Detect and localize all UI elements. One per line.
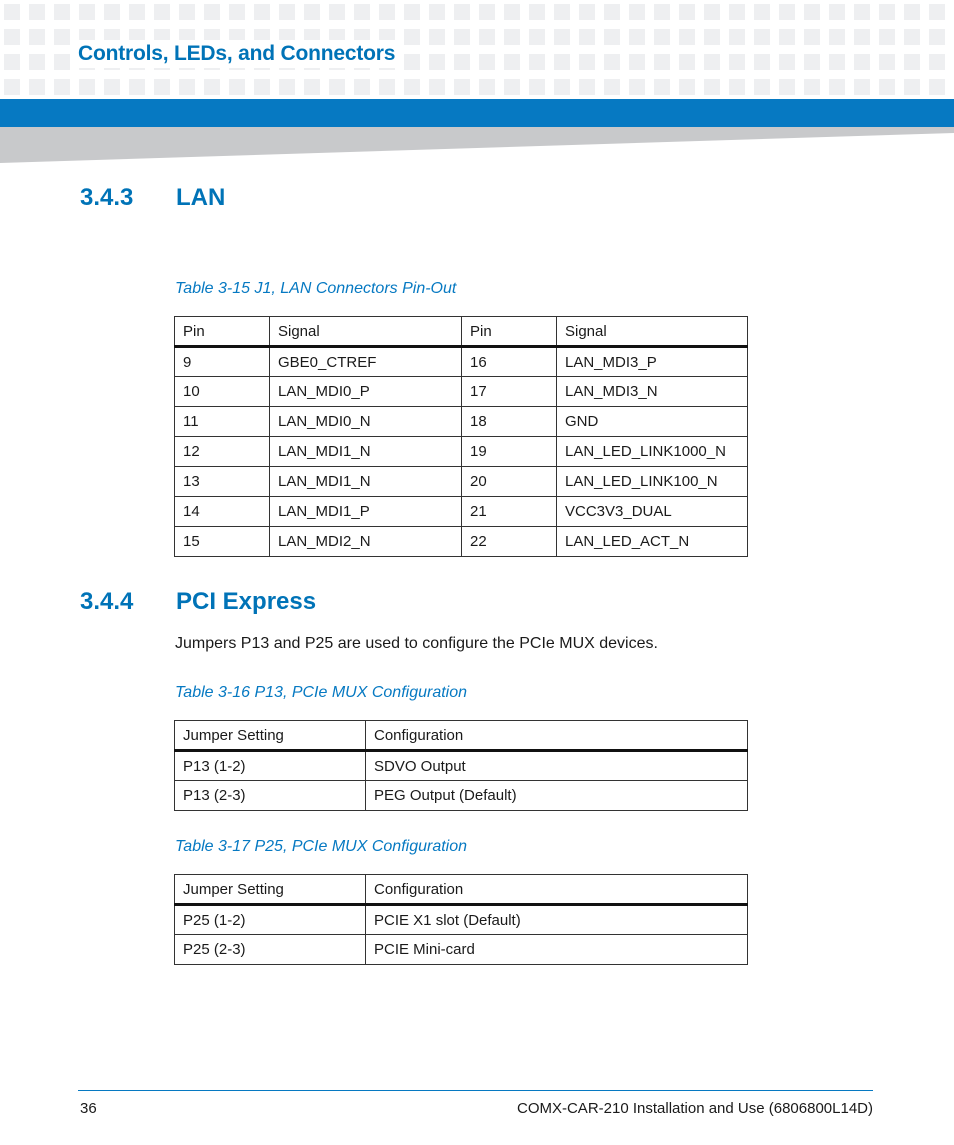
- header-tile: [754, 29, 770, 45]
- column-header: Pin: [175, 317, 270, 347]
- header-tile: [429, 4, 445, 20]
- header-tile: [654, 54, 670, 70]
- header-tile: [329, 79, 345, 95]
- header-tile: [229, 4, 245, 20]
- header-tile: [54, 54, 70, 70]
- header-tile: [579, 29, 595, 45]
- header-tile: [429, 79, 445, 95]
- header-tile: [379, 4, 395, 20]
- table-cell: PCIE X1 slot (Default): [366, 905, 748, 935]
- header-tile: [754, 79, 770, 95]
- header-tile: [679, 29, 695, 45]
- header-tile: [29, 79, 45, 95]
- table-cell: LAN_LED_ACT_N: [557, 527, 748, 557]
- table-cell: LAN_MDI3_P: [557, 347, 748, 377]
- header-blue-bar: [0, 99, 954, 127]
- table-caption-p13: Table 3-16 P13, PCIe MUX Configuration: [175, 684, 468, 701]
- header-tile: [904, 79, 920, 95]
- header-tile: [529, 29, 545, 45]
- table-cell: GBE0_CTREF: [270, 347, 462, 377]
- header-tile: [304, 79, 320, 95]
- header-tile: [629, 79, 645, 95]
- header-tile: [179, 79, 195, 95]
- table-cell: LAN_MDI0_N: [270, 407, 462, 437]
- header-tile: [679, 4, 695, 20]
- header-tile: [579, 4, 595, 20]
- table-cell: GND: [557, 407, 748, 437]
- table-cell: 10: [175, 377, 270, 407]
- header-tile: [629, 29, 645, 45]
- header-tile: [579, 79, 595, 95]
- header-tile: [279, 4, 295, 20]
- header-tile: [154, 4, 170, 20]
- header-tile: [879, 79, 895, 95]
- header-tile: [904, 54, 920, 70]
- table-cell: 9: [175, 347, 270, 377]
- header-tile: [854, 79, 870, 95]
- table-row: [175, 781, 748, 811]
- table-header-row: [175, 875, 748, 905]
- header-tile: [204, 4, 220, 20]
- header-tile: [879, 29, 895, 45]
- header-tile: [604, 4, 620, 20]
- table-cell: P25 (1-2): [175, 905, 366, 935]
- header-tile: [429, 54, 445, 70]
- table-cell: 22: [462, 527, 557, 557]
- table-caption-lan: Table 3-15 J1, LAN Connectors Pin-Out: [175, 280, 457, 297]
- header-tile: [604, 29, 620, 45]
- table-row: [175, 437, 748, 467]
- table-cell: LAN_MDI0_P: [270, 377, 462, 407]
- header-tile: [854, 54, 870, 70]
- header-tile: [479, 79, 495, 95]
- table-cell: LAN_MDI1_P: [270, 497, 462, 527]
- table-cell: P13 (2-3): [175, 781, 366, 811]
- table-cell: LAN_LED_LINK100_N: [557, 467, 748, 497]
- header-tile: [54, 4, 70, 20]
- header-tile: [829, 79, 845, 95]
- header-tile: [804, 29, 820, 45]
- header-tile: [404, 29, 420, 45]
- header-tile: [604, 79, 620, 95]
- table-row: [175, 751, 748, 781]
- header-tile: [29, 54, 45, 70]
- body-paragraph: Jumpers P13 and P25 are used to configure the PCIe MUX devices.: [175, 635, 658, 652]
- section-title: PCI Express: [176, 588, 317, 615]
- header-tile: [4, 79, 20, 95]
- table-cell: 16: [462, 347, 557, 377]
- column-header: Pin: [462, 317, 557, 347]
- table-cell: 15: [175, 527, 270, 557]
- header-tile: [379, 79, 395, 95]
- header-tile: [129, 79, 145, 95]
- table-header-row: [175, 721, 748, 751]
- header-tile: [604, 54, 620, 70]
- header-tile: [779, 79, 795, 95]
- header-tile: [454, 29, 470, 45]
- header-tile: [354, 79, 370, 95]
- header-tile: [29, 4, 45, 20]
- section-title: LAN: [176, 184, 226, 211]
- table-cell: VCC3V3_DUAL: [557, 497, 748, 527]
- table-row: [175, 377, 748, 407]
- header-tile: [504, 79, 520, 95]
- header-tile: [479, 4, 495, 20]
- header-tile: [404, 4, 420, 20]
- header-tile: [854, 4, 870, 20]
- header-tile: [54, 79, 70, 95]
- header-tile: [629, 54, 645, 70]
- header-tile: [529, 4, 545, 20]
- section-number: 3.4.4: [80, 588, 134, 615]
- table-cell: LAN_MDI1_N: [270, 437, 462, 467]
- header-tile: [429, 29, 445, 45]
- table-cell: LAN_MDI3_N: [557, 377, 748, 407]
- header-tile: [279, 79, 295, 95]
- document-title: COMX-CAR-210 Installation and Use (6806800L14D): [516, 1100, 873, 1117]
- header-tile: [929, 79, 945, 95]
- table-cell: LAN_LED_LINK1000_N: [557, 437, 748, 467]
- header-tile: [904, 29, 920, 45]
- header-tile: [504, 54, 520, 70]
- header-tile: [754, 54, 770, 70]
- table-cell: LAN_MDI2_N: [270, 527, 462, 557]
- header-tile: [154, 79, 170, 95]
- column-header: Configuration: [366, 721, 748, 751]
- header-tile: [854, 29, 870, 45]
- table-header-row: [175, 317, 748, 347]
- header-tile: [54, 29, 70, 45]
- header-tile: [554, 4, 570, 20]
- header-tile: [504, 4, 520, 20]
- header-tile: [479, 54, 495, 70]
- header-tile: [929, 29, 945, 45]
- table-row: [175, 407, 748, 437]
- header-tile: [79, 4, 95, 20]
- table-cell: 18: [462, 407, 557, 437]
- table-row: [175, 935, 748, 965]
- header-tile: [329, 4, 345, 20]
- header-tile: [579, 54, 595, 70]
- table-row: [175, 905, 748, 935]
- table-cell: 11: [175, 407, 270, 437]
- header-tile: [4, 54, 20, 70]
- header-tile: [829, 29, 845, 45]
- header-tile: [704, 4, 720, 20]
- table-row: [175, 527, 748, 557]
- header-tile: [804, 79, 820, 95]
- p13-mux-table: [174, 720, 748, 811]
- column-header: Configuration: [366, 875, 748, 905]
- header-tile: [4, 29, 20, 45]
- table-cell: PEG Output (Default): [366, 781, 748, 811]
- table-row: [175, 497, 748, 527]
- table-cell: P13 (1-2): [175, 751, 366, 781]
- chapter-title: Controls, LEDs, and Connectors: [78, 40, 399, 68]
- table-cell: LAN_MDI1_N: [270, 467, 462, 497]
- section-number: 3.4.3: [80, 184, 134, 211]
- header-gray-wedge: [0, 127, 954, 163]
- header-tile: [679, 54, 695, 70]
- header-tile: [704, 29, 720, 45]
- header-tile: [729, 4, 745, 20]
- header-tile: [829, 4, 845, 20]
- header-tile: [254, 79, 270, 95]
- table-caption-p25: Table 3-17 P25, PCIe MUX Configuration: [175, 838, 468, 855]
- header-tile: [554, 79, 570, 95]
- table-cell: 13: [175, 467, 270, 497]
- header-tile: [929, 54, 945, 70]
- header-tile: [104, 79, 120, 95]
- header-tile: [479, 29, 495, 45]
- header-tile: [654, 4, 670, 20]
- header-tile: [729, 79, 745, 95]
- header-tile: [704, 54, 720, 70]
- header-tile: [804, 54, 820, 70]
- header-tile: [204, 79, 220, 95]
- header-tile: [779, 54, 795, 70]
- column-header: Jumper Setting: [175, 721, 366, 751]
- header-tile: [904, 4, 920, 20]
- table-cell: 19: [462, 437, 557, 467]
- header-tile: [229, 79, 245, 95]
- header-tile: [754, 4, 770, 20]
- table-row: [175, 347, 748, 377]
- table-cell: 21: [462, 497, 557, 527]
- header-tile: [829, 54, 845, 70]
- table-cell: 20: [462, 467, 557, 497]
- header-tile: [804, 4, 820, 20]
- header-tile: [129, 4, 145, 20]
- footer-rule: [78, 1090, 873, 1091]
- table-row: [175, 467, 748, 497]
- table-cell: 12: [175, 437, 270, 467]
- header-tile: [879, 4, 895, 20]
- header-tile: [404, 79, 420, 95]
- table-cell: PCIE Mini-card: [366, 935, 748, 965]
- header-tile: [654, 29, 670, 45]
- table-cell: 14: [175, 497, 270, 527]
- header-tile: [304, 4, 320, 20]
- table-cell: SDVO Output: [366, 751, 748, 781]
- header-tile: [879, 54, 895, 70]
- table-cell: 17: [462, 377, 557, 407]
- column-header: Signal: [557, 317, 748, 347]
- header-tile: [404, 54, 420, 70]
- header-tile: [104, 4, 120, 20]
- header-tile: [454, 4, 470, 20]
- header-tile: [779, 29, 795, 45]
- header-tile: [529, 54, 545, 70]
- header-tile: [454, 79, 470, 95]
- header-tile: [704, 79, 720, 95]
- header-tile: [554, 54, 570, 70]
- header-tile: [454, 54, 470, 70]
- header-tile: [929, 4, 945, 20]
- header-tile: [729, 29, 745, 45]
- p25-mux-table: [174, 874, 748, 965]
- header-tile: [29, 29, 45, 45]
- column-header: Signal: [270, 317, 462, 347]
- header-tile: [554, 29, 570, 45]
- page-number: 36: [80, 1100, 97, 1117]
- header-tile: [654, 79, 670, 95]
- header-tile: [4, 4, 20, 20]
- lan-pinout-table: [174, 316, 748, 557]
- header-tile: [254, 4, 270, 20]
- header-tile: [629, 4, 645, 20]
- header-tile: [354, 4, 370, 20]
- header-tile: [679, 79, 695, 95]
- table-cell: P25 (2-3): [175, 935, 366, 965]
- header-tile: [529, 79, 545, 95]
- header-tile: [79, 79, 95, 95]
- header-tile: [504, 29, 520, 45]
- column-header: Jumper Setting: [175, 875, 366, 905]
- header-tile: [779, 4, 795, 20]
- header-tile: [729, 54, 745, 70]
- header-tile: [179, 4, 195, 20]
